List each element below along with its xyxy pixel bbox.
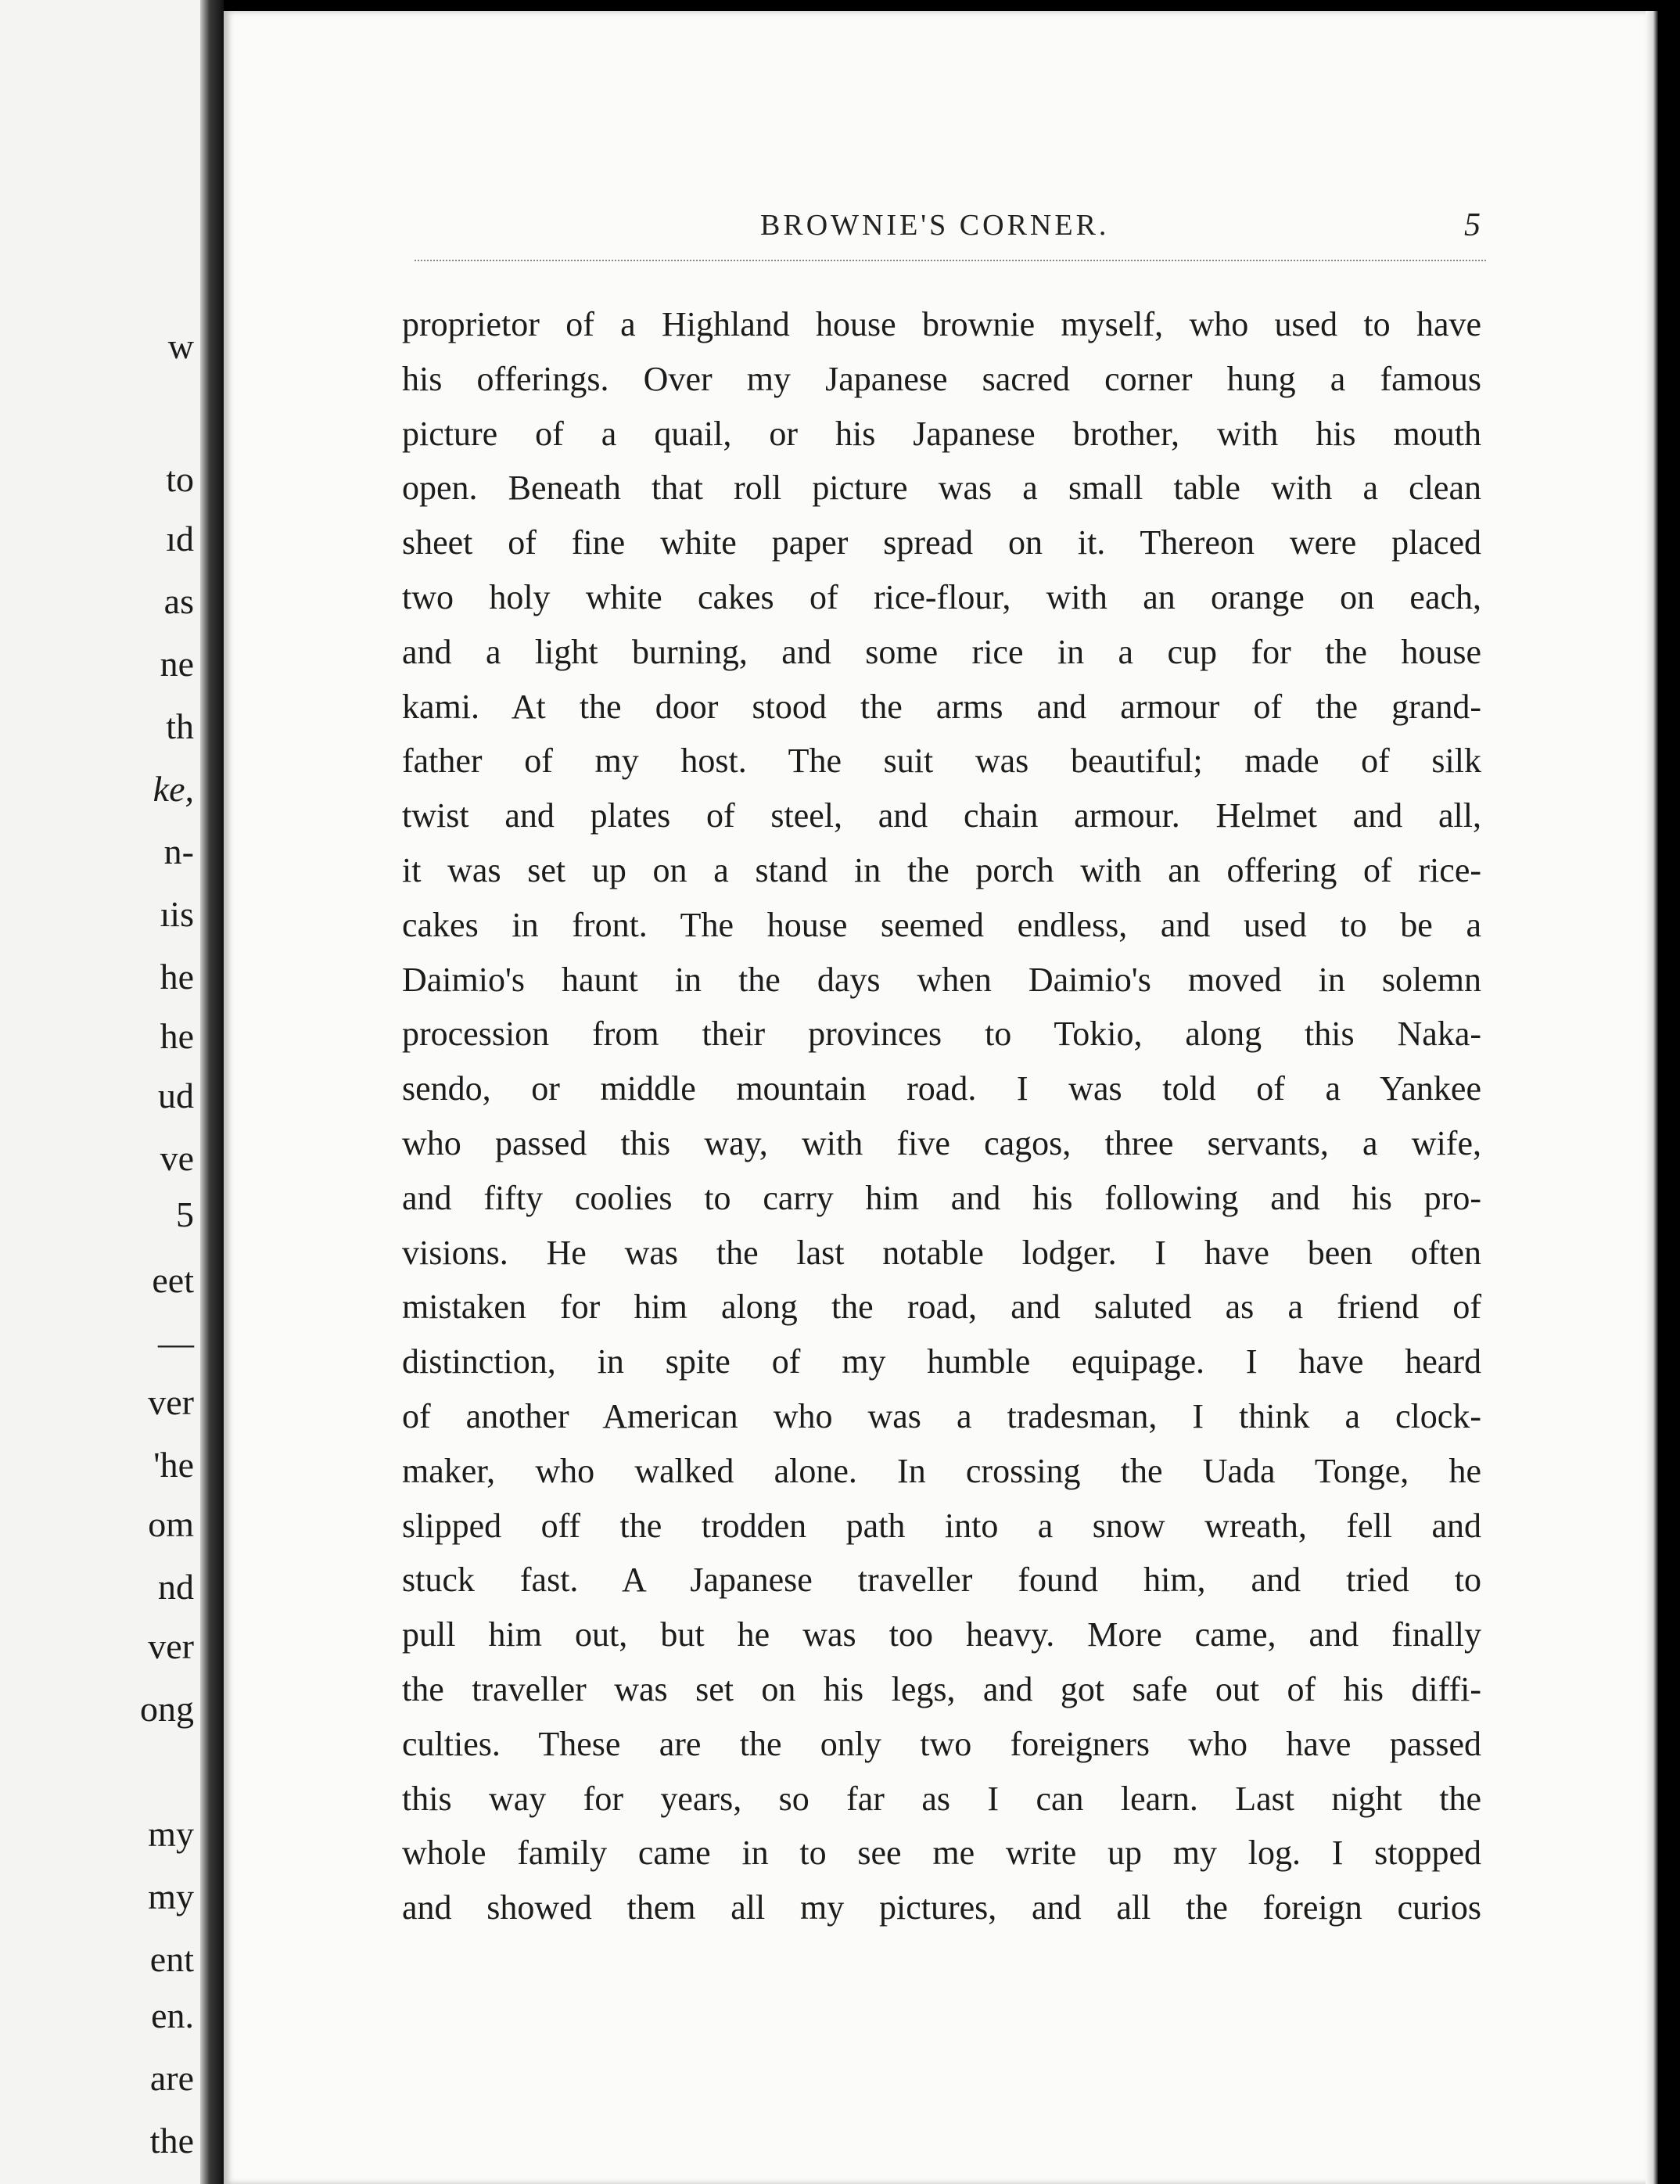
page-edge bbox=[1646, 11, 1658, 2184]
text-line: stuck fast. A Japanese traveller found him, and tried to bbox=[402, 1561, 1481, 1600]
text-line: picture of a quail, or his Japanese brother, with his mouth bbox=[402, 414, 1481, 453]
text-line: culties. These are the only two foreigners who have passed bbox=[402, 1724, 1481, 1763]
facing-page-fragment: eet bbox=[152, 1260, 194, 1300]
facing-page-fragment: ıis bbox=[160, 894, 194, 934]
body-text bbox=[402, 297, 1481, 1935]
facing-page-fragment: en. bbox=[151, 1995, 194, 2035]
text-line: two holy white cakes of rice-flour, with an orange on each, bbox=[402, 577, 1481, 616]
header-rule bbox=[415, 260, 1486, 261]
facing-page bbox=[0, 0, 208, 2184]
book-page bbox=[224, 11, 1646, 2184]
text-line: sheet of fine white paper spread on it. Thereon were placed bbox=[402, 523, 1481, 562]
text-line: it was set up on a stand in the porch with an offering of rice- bbox=[402, 850, 1481, 889]
facing-page-fragment: he bbox=[160, 1016, 194, 1056]
facing-page-fragment: nd bbox=[158, 1567, 194, 1607]
facing-page-fragment: ver bbox=[148, 1626, 194, 1666]
running-head bbox=[224, 199, 1646, 246]
facing-page-fragment: ver bbox=[148, 1382, 194, 1422]
facing-page-fragment: ve bbox=[160, 1138, 194, 1178]
facing-page-fragment: n- bbox=[163, 832, 194, 871]
text-line: and fifty coolies to carry him and his following and his pro- bbox=[402, 1178, 1481, 1217]
facing-page-fragment: om bbox=[148, 1504, 194, 1544]
text-line: father of my host. The suit was beautiful; made of silk bbox=[402, 742, 1481, 781]
text-line: and a light burning, and some rice in a cup for the house bbox=[402, 632, 1481, 671]
facing-page-fragment: he bbox=[160, 957, 194, 997]
text-line: cakes in front. The house seemed endless, and used to be a bbox=[402, 905, 1481, 944]
text-line: mistaken for him along the road, and saluted as a friend of bbox=[402, 1288, 1481, 1327]
facing-page-fragment: the bbox=[149, 2121, 194, 2161]
text-line: and showed them all my pictures, and all the foreign curios bbox=[402, 1888, 1481, 1927]
text-line: procession from their provinces to Tokio, along this Naka- bbox=[402, 1015, 1481, 1054]
text-line: sendo, or middle mountain road. I was told of a Yankee bbox=[402, 1069, 1481, 1108]
text-line: twist and plates of steel, and chain armour. Helmet and all, bbox=[402, 796, 1481, 835]
text-line: this way for years, so far as I can learn. Last night the bbox=[402, 1779, 1481, 1818]
facing-page-fragment: — bbox=[158, 1323, 194, 1363]
facing-page-fragment: are bbox=[149, 2058, 194, 2098]
facing-page-fragment: ent bbox=[149, 1939, 194, 1979]
text-line: kami. At the door stood the arms and armour of the grand- bbox=[402, 687, 1481, 726]
facing-page-fragment: ıd bbox=[166, 519, 194, 559]
text-line: of another American who was a tradesman, I think a clock- bbox=[402, 1396, 1481, 1435]
facing-page-fragment: my bbox=[148, 1877, 194, 1916]
facing-page-fragment: ong bbox=[140, 1689, 194, 1729]
facing-page-fragment: w bbox=[167, 326, 194, 366]
facing-page-fragment: 5 bbox=[176, 1194, 194, 1234]
facing-page-fragment: ke, bbox=[153, 769, 194, 809]
page-number: 5 bbox=[1464, 207, 1481, 243]
text-line: Daimio's haunt in the days when Daimio's moved in solemn bbox=[402, 960, 1481, 999]
text-line: distinction, in spite of my humble equipage. I have heard bbox=[402, 1342, 1481, 1381]
facing-page-fragment: to bbox=[166, 459, 194, 499]
facing-page-fragment: 'he bbox=[153, 1445, 194, 1485]
text-line: visions. He was the last notable lodger. I have been often bbox=[402, 1233, 1481, 1272]
running-title: BROWNIE'S CORNER. bbox=[760, 209, 1110, 242]
facing-page-fragment: ud bbox=[158, 1076, 194, 1115]
text-line: slipped off the trodden path into a snow wreath, fell and bbox=[402, 1506, 1481, 1545]
facing-page-fragment: my bbox=[148, 1814, 194, 1854]
text-line: open. Beneath that roll picture was a small table with a clean bbox=[402, 469, 1481, 508]
text-line: pull him out, but he was too heavy. More came, and finally bbox=[402, 1615, 1481, 1654]
facing-page-fragment: th bbox=[166, 706, 194, 746]
book-gutter bbox=[200, 0, 224, 2184]
text-line: proprietor of a Highland house brownie myself, who used to have bbox=[402, 305, 1481, 343]
text-line: his offerings. Over my Japanese sacred corner hung a famous bbox=[402, 359, 1481, 398]
facing-page-fragment: as bbox=[163, 581, 194, 621]
text-line: maker, who walked alone. In crossing the Uada Tonge, he bbox=[402, 1451, 1481, 1490]
facing-page-fragment: ne bbox=[160, 644, 194, 684]
text-line: the traveller was set on his legs, and got safe out of his diffi- bbox=[402, 1669, 1481, 1708]
text-line: who passed this way, with five cagos, three servants, a wife, bbox=[402, 1123, 1481, 1162]
text-line: whole family came in to see me write up my log. I stopped bbox=[402, 1834, 1481, 1873]
